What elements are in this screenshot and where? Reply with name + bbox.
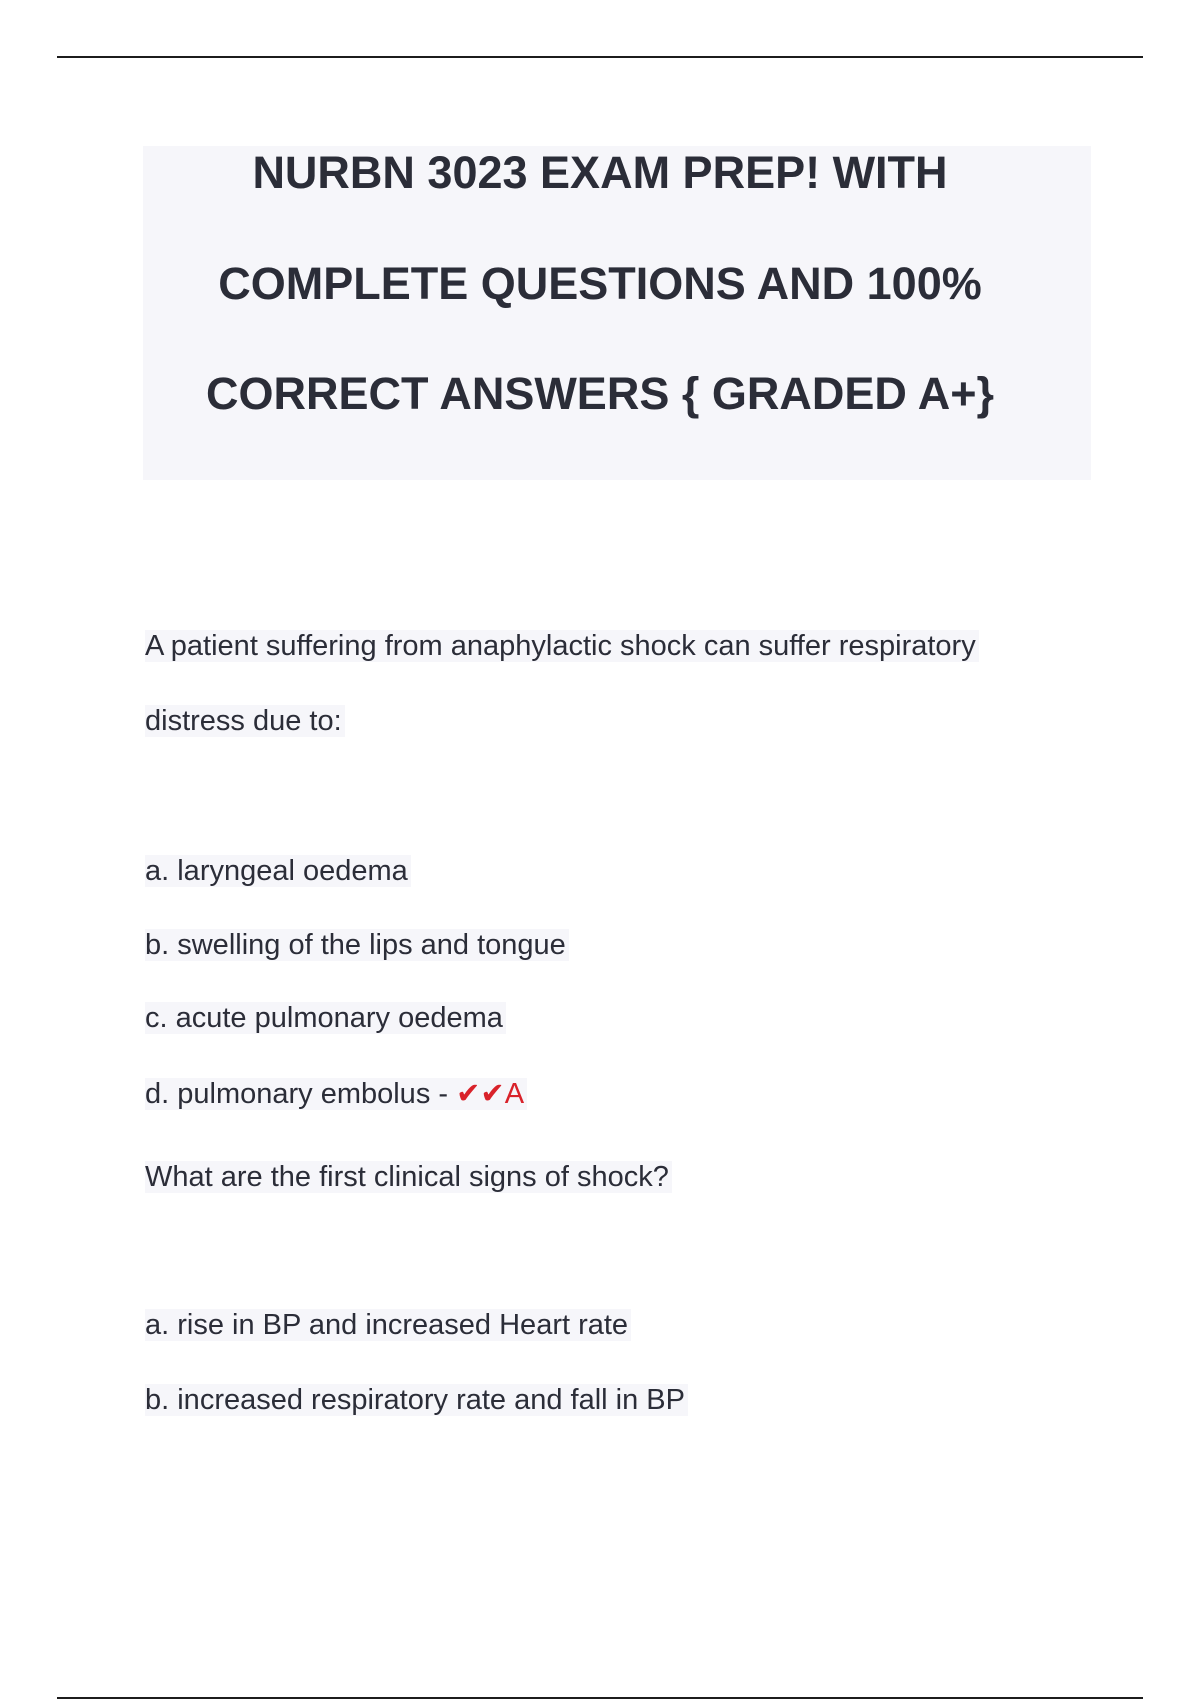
question-2-option-a	[145, 1305, 631, 1345]
question-text: distress due to:	[145, 705, 345, 737]
question-text: What are the first clinical signs of shock?	[145, 1161, 672, 1193]
top-rule	[57, 56, 1143, 58]
question-1-option-a	[145, 851, 411, 891]
option-text: b. increased respiratory rate and fall in BP	[145, 1384, 688, 1416]
question-1-option-d	[145, 1074, 527, 1114]
answer-check-mark: ✔✔A	[456, 1078, 525, 1110]
option-text: a. rise in BP and increased Heart rate	[145, 1309, 631, 1341]
document-title-line-3: CORRECT ANSWERS { GRADED A+}	[206, 368, 994, 419]
option-text: c. acute pulmonary oedema	[145, 1002, 506, 1034]
question-2-option-b	[145, 1380, 688, 1420]
option-text: d. pulmonary embolus -	[145, 1078, 457, 1110]
option-text: a. laryngeal oedema	[145, 855, 411, 887]
question-1-stem-line-2	[145, 701, 345, 741]
question-1-stem-line-1	[145, 626, 979, 666]
question-1-option-b	[145, 925, 569, 965]
option-text: b. swelling of the lips and tongue	[145, 929, 569, 961]
document-title-line-2: COMPLETE QUESTIONS AND 100%	[218, 258, 982, 309]
question-1-option-c	[145, 998, 506, 1038]
question-2-stem	[145, 1157, 672, 1197]
bottom-rule	[57, 1697, 1143, 1699]
question-text: A patient suffering from anaphylactic shock can suffer respiratory	[145, 630, 979, 662]
document-title-line-1: NURBN 3023 EXAM PREP! WITH	[252, 147, 948, 198]
